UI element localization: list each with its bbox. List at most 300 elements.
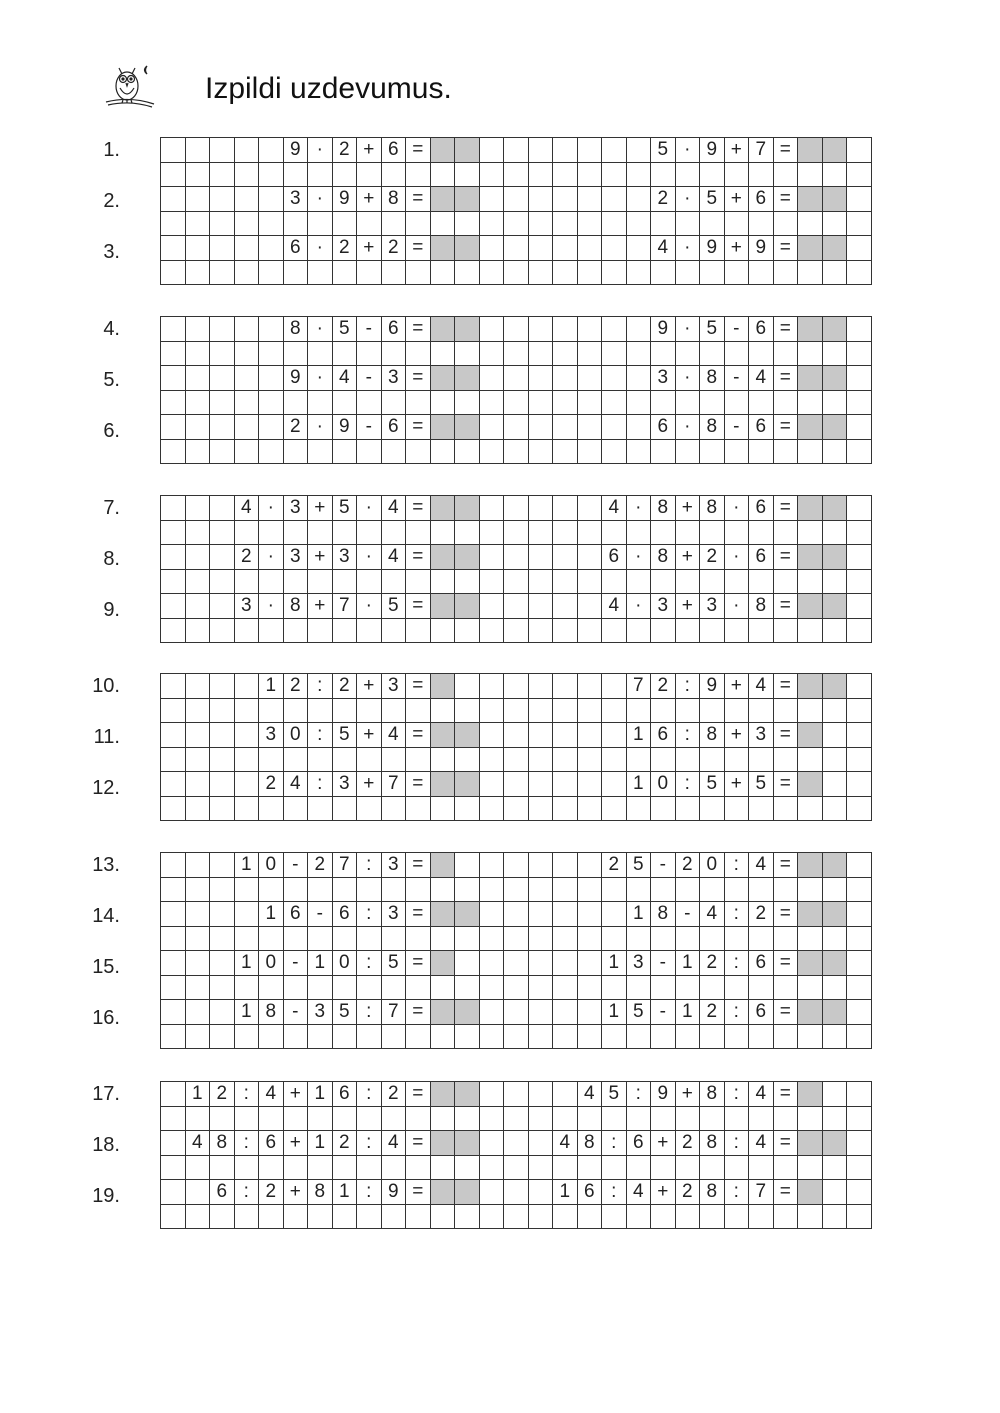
grid-cell <box>504 138 529 163</box>
grid-cell <box>455 796 480 821</box>
answer-box[interactable] <box>430 317 455 342</box>
grid-cell <box>210 796 235 821</box>
grid-cell <box>234 902 259 927</box>
grid-cell <box>259 520 284 545</box>
grid-cell <box>308 390 333 415</box>
answer-box[interactable] <box>798 723 823 748</box>
answer-box[interactable] <box>430 674 455 699</box>
answer-box[interactable] <box>455 236 480 261</box>
grid-cell <box>259 877 284 902</box>
expression-char: = <box>406 772 431 797</box>
answer-box[interactable] <box>798 366 823 391</box>
grid-cell <box>602 341 627 366</box>
grid-cell <box>234 260 259 285</box>
grid-cell <box>528 545 553 570</box>
answer-box[interactable] <box>430 138 455 163</box>
grid-cell <box>553 594 578 619</box>
grid-cell <box>430 520 455 545</box>
grid-cell <box>406 796 431 821</box>
grid-cell <box>381 1204 406 1229</box>
grid-cell <box>577 951 602 976</box>
grid-cell <box>308 569 333 594</box>
grid-cell <box>847 747 872 772</box>
expression-char: 2 <box>675 853 700 878</box>
grid-cell <box>504 1204 529 1229</box>
grid-cell <box>528 138 553 163</box>
answer-box[interactable] <box>798 415 823 440</box>
answer-box[interactable] <box>455 187 480 212</box>
grid-cell <box>504 341 529 366</box>
answer-box[interactable] <box>822 951 847 976</box>
answer-box[interactable] <box>430 1131 455 1156</box>
grid-cell <box>185 975 210 1000</box>
grid-cell <box>161 317 186 342</box>
grid-cell <box>161 1082 186 1107</box>
grid-cell <box>210 853 235 878</box>
expression-char: 6 <box>381 415 406 440</box>
grid-cell <box>479 877 504 902</box>
answer-box[interactable] <box>455 317 480 342</box>
answer-box[interactable] <box>455 496 480 521</box>
grid-cell <box>357 162 382 187</box>
answer-box[interactable] <box>430 902 455 927</box>
expression-char: · <box>357 545 382 570</box>
expression-char: - <box>724 366 749 391</box>
answer-box[interactable] <box>798 674 823 699</box>
expression-char: = <box>406 187 431 212</box>
expression-char: 7 <box>749 1180 774 1205</box>
grid-cell <box>479 415 504 440</box>
answer-box[interactable] <box>822 902 847 927</box>
grid-cell <box>553 796 578 821</box>
grid-cell <box>234 520 259 545</box>
expression-char: 9 <box>283 366 308 391</box>
answer-box[interactable] <box>798 902 823 927</box>
answer-box[interactable] <box>430 236 455 261</box>
answer-box[interactable] <box>455 366 480 391</box>
grid-cell <box>185 439 210 464</box>
grid-cell <box>798 520 823 545</box>
grid-cell <box>455 1106 480 1131</box>
answer-box[interactable] <box>430 366 455 391</box>
answer-box[interactable] <box>798 187 823 212</box>
answer-box[interactable] <box>798 951 823 976</box>
expression-char: 0 <box>651 772 676 797</box>
grid-cell <box>822 1082 847 1107</box>
grid-cell <box>259 138 284 163</box>
answer-box[interactable] <box>798 853 823 878</box>
answer-box[interactable] <box>430 1180 455 1205</box>
grid-cell <box>161 975 186 1000</box>
answer-box[interactable] <box>798 1131 823 1156</box>
answer-box[interactable] <box>455 1180 480 1205</box>
answer-box[interactable] <box>822 594 847 619</box>
answer-box[interactable] <box>455 723 480 748</box>
grid-cell <box>479 545 504 570</box>
expression-char: 0 <box>259 951 284 976</box>
answer-box[interactable] <box>822 366 847 391</box>
grid-cell <box>602 138 627 163</box>
exercise-number: 16. <box>92 1007 120 1029</box>
expression-char: = <box>773 236 798 261</box>
grid-cell <box>430 975 455 1000</box>
answer-box[interactable] <box>822 138 847 163</box>
expression-char: 9 <box>651 1082 676 1107</box>
grid-cell <box>700 796 725 821</box>
expression-char: - <box>283 951 308 976</box>
grid-cell <box>161 618 186 643</box>
exercise-number: 8. <box>103 548 120 570</box>
grid-cell <box>430 390 455 415</box>
grid-cell <box>283 926 308 951</box>
answer-box[interactable] <box>430 496 455 521</box>
grid-cell <box>332 439 357 464</box>
grid-cell <box>847 545 872 570</box>
grid-cell <box>798 1204 823 1229</box>
expression-char: · <box>626 594 651 619</box>
expression-char: 2 <box>700 1000 725 1025</box>
exercise-number: 14. <box>92 905 120 927</box>
grid-cell <box>210 1024 235 1049</box>
grid-cell <box>553 366 578 391</box>
expression-char: = <box>773 723 798 748</box>
answer-box[interactable] <box>822 187 847 212</box>
grid-cell <box>602 569 627 594</box>
answer-box[interactable] <box>430 1000 455 1025</box>
grid-cell <box>357 211 382 236</box>
expression-char: - <box>357 415 382 440</box>
grid-cell <box>234 772 259 797</box>
grid-cell <box>504 1000 529 1025</box>
expression-char: 9 <box>700 236 725 261</box>
grid-cell <box>381 439 406 464</box>
grid-cell <box>332 1204 357 1229</box>
expression-char: = <box>406 1000 431 1025</box>
expression-char: 8 <box>700 415 725 440</box>
grid-cell <box>504 674 529 699</box>
answer-box[interactable] <box>455 594 480 619</box>
expression-char: 1 <box>234 853 259 878</box>
answer-box[interactable] <box>430 853 455 878</box>
answer-box[interactable] <box>430 951 455 976</box>
answer-box[interactable] <box>822 1000 847 1025</box>
expression-char: + <box>724 138 749 163</box>
expression-char: 6 <box>602 545 627 570</box>
grid-cell <box>455 260 480 285</box>
grid-cell <box>528 1180 553 1205</box>
grid-cell <box>161 390 186 415</box>
answer-box[interactable] <box>798 138 823 163</box>
grid-cell <box>626 1024 651 1049</box>
grid-cell <box>553 187 578 212</box>
expression-char: 6 <box>749 545 774 570</box>
grid-cell <box>528 772 553 797</box>
expression-char: 0 <box>332 951 357 976</box>
answer-box[interactable] <box>430 772 455 797</box>
grid-cell <box>479 236 504 261</box>
expression-char: : <box>357 853 382 878</box>
grid-cell <box>553 236 578 261</box>
grid-cell <box>822 1155 847 1180</box>
grid-cell <box>847 926 872 951</box>
grid-cell <box>528 951 553 976</box>
answer-box[interactable] <box>430 187 455 212</box>
expression-char: + <box>283 1180 308 1205</box>
grid-cell <box>749 926 774 951</box>
grid-cell <box>283 698 308 723</box>
grid-cell <box>259 1106 284 1131</box>
exercise-number: 11. <box>93 726 120 748</box>
grid-cell <box>798 1024 823 1049</box>
grid-cell <box>210 618 235 643</box>
answer-box[interactable] <box>455 138 480 163</box>
answer-box[interactable] <box>430 594 455 619</box>
grid-cell <box>504 618 529 643</box>
grid-cell <box>651 1204 676 1229</box>
expression-char: 2 <box>259 1180 284 1205</box>
grid-cell <box>651 1106 676 1131</box>
answer-box[interactable] <box>798 496 823 521</box>
grid-cell <box>381 1024 406 1049</box>
expression-char: 2 <box>675 1131 700 1156</box>
grid-cell <box>406 926 431 951</box>
grid-cell <box>504 187 529 212</box>
expression-char: 3 <box>626 951 651 976</box>
grid-cell <box>504 211 529 236</box>
grid-cell <box>283 1024 308 1049</box>
grid-cell <box>259 796 284 821</box>
expression-char: 4 <box>259 1082 284 1107</box>
answer-box[interactable] <box>798 1000 823 1025</box>
grid-cell <box>308 341 333 366</box>
grid-cell <box>381 569 406 594</box>
grid-cell <box>528 1106 553 1131</box>
grid-cell <box>528 390 553 415</box>
grid-cell <box>381 618 406 643</box>
expression-char: · <box>724 545 749 570</box>
grid-cell <box>847 496 872 521</box>
grid-cell <box>724 618 749 643</box>
grid-cell <box>259 747 284 772</box>
grid-cell <box>504 1155 529 1180</box>
grid-cell <box>553 415 578 440</box>
grid-cell <box>332 877 357 902</box>
grid-cell <box>822 975 847 1000</box>
grid-cell <box>430 877 455 902</box>
grid-cell <box>308 796 333 821</box>
grid-cell <box>210 747 235 772</box>
grid-cell <box>210 772 235 797</box>
grid-cell <box>528 796 553 821</box>
expression-char: = <box>773 187 798 212</box>
exercise-number: 6. <box>103 420 120 442</box>
grid-cell <box>234 187 259 212</box>
grid-cell <box>406 341 431 366</box>
answer-box[interactable] <box>455 772 480 797</box>
grid-cell <box>455 569 480 594</box>
expression-char: 4 <box>700 902 725 927</box>
grid-cell <box>210 520 235 545</box>
grid-cell <box>308 260 333 285</box>
answer-box[interactable] <box>455 902 480 927</box>
grid-cell <box>798 439 823 464</box>
grid-cell <box>504 415 529 440</box>
exercise-number: 19. <box>92 1185 120 1207</box>
answer-box[interactable] <box>822 236 847 261</box>
grid-cell <box>308 698 333 723</box>
expression-char: 8 <box>700 1082 725 1107</box>
grid-cell <box>749 1024 774 1049</box>
grid-cell <box>822 772 847 797</box>
grid-cell <box>234 317 259 342</box>
answer-box[interactable] <box>822 1131 847 1156</box>
expression-char: + <box>724 772 749 797</box>
grid-cell <box>185 772 210 797</box>
grid-cell <box>161 1155 186 1180</box>
answer-box[interactable] <box>822 853 847 878</box>
grid-cell <box>847 341 872 366</box>
grid-cell <box>161 260 186 285</box>
expression-char: · <box>675 138 700 163</box>
grid-cell <box>553 618 578 643</box>
expression-char: = <box>406 366 431 391</box>
grid-cell <box>259 926 284 951</box>
answer-box[interactable] <box>798 594 823 619</box>
exercise-number: 9. <box>103 599 120 621</box>
grid-cell <box>406 1204 431 1229</box>
grid-cell <box>602 366 627 391</box>
answer-box[interactable] <box>455 545 480 570</box>
grid-cell <box>283 747 308 772</box>
grid-cell <box>406 520 431 545</box>
grid-cell <box>553 1000 578 1025</box>
grid-cell <box>528 1204 553 1229</box>
answer-box[interactable] <box>798 1082 823 1107</box>
grid-cell <box>553 1082 578 1107</box>
answer-box[interactable] <box>798 772 823 797</box>
grid-cell <box>332 747 357 772</box>
answer-box[interactable] <box>822 496 847 521</box>
grid-cell <box>847 138 872 163</box>
grid-cell <box>577 366 602 391</box>
grid-cell <box>528 1082 553 1107</box>
grid-cell <box>234 162 259 187</box>
grid-cell <box>822 1106 847 1131</box>
grid-cell <box>234 341 259 366</box>
grid-cell <box>773 618 798 643</box>
grid-cell <box>455 341 480 366</box>
grid-cell <box>283 390 308 415</box>
answer-box[interactable] <box>798 1180 823 1205</box>
grid-cell <box>234 975 259 1000</box>
expression-char: + <box>283 1082 308 1107</box>
answer-box[interactable] <box>822 415 847 440</box>
grid-cell <box>724 1155 749 1180</box>
grid-cell <box>210 211 235 236</box>
grid-cell <box>406 162 431 187</box>
answer-box[interactable] <box>430 545 455 570</box>
expression-char: = <box>773 1000 798 1025</box>
grid-cell <box>234 439 259 464</box>
answer-box[interactable] <box>822 545 847 570</box>
grid-cell <box>577 569 602 594</box>
grid-cell <box>847 569 872 594</box>
grid-cell <box>700 1024 725 1049</box>
grid-cell <box>822 926 847 951</box>
grid-cell <box>234 723 259 748</box>
grid-cell <box>626 1204 651 1229</box>
expression-char: 3 <box>283 496 308 521</box>
grid-cell <box>210 366 235 391</box>
exercise-number: 12. <box>92 777 120 799</box>
grid-cell <box>381 747 406 772</box>
grid-cell <box>406 618 431 643</box>
grid-cell <box>504 260 529 285</box>
expression-char: 7 <box>381 772 406 797</box>
answer-box[interactable] <box>798 545 823 570</box>
expression-char: 3 <box>381 902 406 927</box>
expression-char: = <box>773 366 798 391</box>
answer-box[interactable] <box>455 1000 480 1025</box>
answer-box[interactable] <box>822 674 847 699</box>
grid-cell <box>479 975 504 1000</box>
expression-char: 8 <box>700 1131 725 1156</box>
grid-cell <box>455 1155 480 1180</box>
exercise-number: 7. <box>103 497 120 519</box>
grid-cell <box>161 569 186 594</box>
grid-cell <box>381 877 406 902</box>
grid-cell <box>798 926 823 951</box>
grid-cell <box>455 1024 480 1049</box>
grid-cell <box>357 1204 382 1229</box>
grid-cell <box>700 341 725 366</box>
answer-box[interactable] <box>455 1082 480 1107</box>
answer-box[interactable] <box>798 236 823 261</box>
grid-cell <box>430 926 455 951</box>
expression-char: 6 <box>749 317 774 342</box>
grid-cell <box>749 520 774 545</box>
answer-box[interactable] <box>430 1082 455 1107</box>
grid-cell <box>283 439 308 464</box>
grid-cell <box>553 1204 578 1229</box>
grid-cell <box>602 926 627 951</box>
grid-cell <box>308 618 333 643</box>
expression-char: 2 <box>700 545 725 570</box>
grid-cell <box>430 211 455 236</box>
grid-cell <box>847 902 872 927</box>
grid-cell <box>479 211 504 236</box>
grid-cell <box>479 1082 504 1107</box>
answer-box[interactable] <box>822 317 847 342</box>
exercise-number: 18. <box>92 1134 120 1156</box>
grid-cell <box>455 951 480 976</box>
grid-cell <box>822 1204 847 1229</box>
grid-cell <box>185 618 210 643</box>
grid-cell <box>406 975 431 1000</box>
answer-box[interactable] <box>455 1131 480 1156</box>
answer-box[interactable] <box>430 723 455 748</box>
grid-cell <box>577 415 602 440</box>
grid-cell <box>528 341 553 366</box>
expression-char: 7 <box>381 1000 406 1025</box>
grid-cell <box>234 747 259 772</box>
answer-box[interactable] <box>430 415 455 440</box>
expression-char: 9 <box>332 187 357 212</box>
grid-cell <box>185 211 210 236</box>
answer-box[interactable] <box>798 317 823 342</box>
answer-box[interactable] <box>455 415 480 440</box>
expression-char: 3 <box>259 723 284 748</box>
